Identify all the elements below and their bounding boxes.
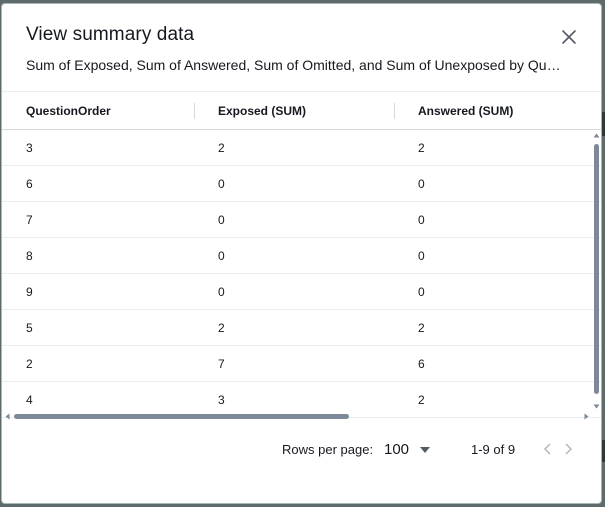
table-cell: 0	[194, 166, 394, 202]
column-resize-handle[interactable]	[194, 103, 195, 119]
rows-per-page-select[interactable]	[382, 438, 434, 460]
scroll-down-arrow-icon[interactable]	[593, 403, 600, 410]
summary-table	[2, 92, 601, 418]
table-cell: 6	[394, 346, 601, 382]
table-row	[2, 310, 601, 346]
table-row	[2, 346, 601, 382]
rows-per-page-value: 100	[384, 441, 410, 458]
table-header-row	[2, 92, 601, 130]
horizontal-scrollbar-thumb[interactable]	[14, 414, 349, 419]
table-cell: 2	[394, 382, 601, 418]
pagination-range: 1-9 of 9	[471, 442, 516, 457]
table-cell: 2	[194, 130, 394, 166]
caret-down-icon	[420, 447, 430, 453]
chevron-left-icon[interactable]	[542, 442, 554, 456]
table-cell: 0	[194, 274, 394, 310]
table-row	[2, 166, 601, 202]
table-cell: 2	[194, 310, 394, 346]
table-row	[2, 130, 601, 166]
close-icon[interactable]	[558, 26, 580, 48]
table-cell: 0	[194, 202, 394, 238]
vertical-scrollbar[interactable]	[592, 130, 601, 420]
pagination-footer	[2, 434, 601, 464]
table-cell: 0	[194, 238, 394, 274]
scroll-right-arrow-icon[interactable]	[583, 413, 590, 420]
column-header-answered[interactable]	[394, 92, 601, 130]
table-cell: 7	[2, 202, 194, 238]
table-row	[2, 238, 601, 274]
chevron-right-icon[interactable]	[562, 442, 574, 456]
table-cell: 2	[2, 346, 194, 382]
table-cell: 0	[394, 274, 601, 310]
scroll-left-arrow-icon[interactable]	[4, 413, 11, 420]
table-cell: 7	[194, 346, 394, 382]
column-header-exposed[interactable]	[194, 92, 394, 130]
column-header-label: QuestionOrder	[26, 103, 111, 118]
rows-per-page-label: Rows per page:	[282, 442, 374, 457]
column-header-label: Exposed (SUM)	[218, 103, 307, 118]
dialog-subtitle: Sum of Exposed, Sum of Answered, Sum of Omitted, and Sum of Unexposed by Qu…	[26, 57, 561, 73]
table-row	[2, 274, 601, 310]
summary-data-dialog	[1, 3, 602, 504]
column-header-questionorder[interactable]	[2, 92, 194, 130]
table-cell: 0	[394, 202, 601, 238]
column-header-label: Answered (SUM)	[418, 103, 514, 118]
dialog-title: View summary data	[26, 24, 195, 45]
vertical-scrollbar-thumb[interactable]	[594, 144, 599, 394]
horizontal-scrollbar[interactable]	[2, 411, 592, 422]
table-cell: 0	[394, 238, 601, 274]
table-cell: 4	[2, 382, 194, 418]
table-row	[2, 202, 601, 238]
table-cell: 3	[194, 382, 394, 418]
column-resize-handle[interactable]	[394, 103, 395, 119]
table-cell: 6	[2, 166, 194, 202]
table-cell: 0	[394, 166, 601, 202]
table-cell: 9	[2, 274, 194, 310]
table-cell: 5	[2, 310, 194, 346]
table-cell: 3	[2, 130, 194, 166]
summary-table-container	[2, 91, 601, 423]
table-cell: 8	[2, 238, 194, 274]
scroll-up-arrow-icon[interactable]	[593, 132, 600, 139]
table-cell: 2	[394, 310, 601, 346]
table-cell: 2	[394, 130, 601, 166]
